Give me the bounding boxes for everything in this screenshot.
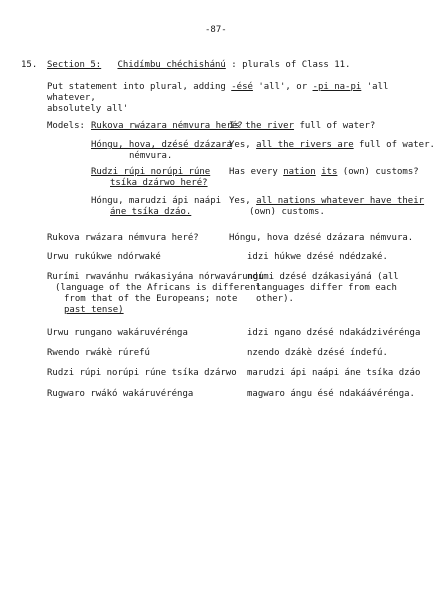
model-3-english xyxy=(229,167,419,178)
model-3-shona-line-2: tsíka dzárwo heré? xyxy=(110,178,208,188)
model-4-shona xyxy=(91,196,221,207)
model-3-shona xyxy=(91,167,210,178)
exercise-3-right-line-3: other). xyxy=(256,294,294,304)
model-1-shona-text: Rukova rwázara némvura heré? xyxy=(91,121,243,131)
exercise-5-left: Rwendo rwákè rúrefú xyxy=(47,348,150,358)
instruction-line-1 xyxy=(47,82,427,104)
instruction-pi: -pi na-pi xyxy=(312,82,362,92)
exercise-6-right: marudzi ápi naápi áne tsíka dzáo xyxy=(247,368,421,378)
model-1-english xyxy=(229,121,375,132)
exercise-3-right-line-1: ndími dzésé dzákasiyáná (all xyxy=(247,272,399,282)
model-4-shona-line-2: áne tsíka dzáo. xyxy=(110,207,192,217)
model-2-shona xyxy=(91,140,232,151)
model-2-english-prefix: Yes, xyxy=(229,140,257,150)
model-1-english-rest: full of water? xyxy=(294,121,376,131)
exercise-4-left: Urwu rungano wakáruvérénga xyxy=(47,328,188,338)
exercise-3-left-line-1: Rurími rwavánhu rwákasiyána nórwavárungu xyxy=(47,272,264,282)
model-4-english xyxy=(229,196,424,207)
exercise-3-left-line-2: (language of the Africans is different xyxy=(55,283,261,293)
section-heading xyxy=(47,60,350,71)
model-3-english-its: its xyxy=(321,167,338,177)
model-4-shona-line-1: Hóngu, marudzi ápi naápi xyxy=(91,196,222,206)
model-3-english-rest: (own) customs? xyxy=(337,167,419,177)
model-3-english-prefix: Has every xyxy=(229,167,284,177)
section-number: 15. xyxy=(21,60,38,70)
model-3-english-nation: nation xyxy=(283,167,316,177)
section-title: Chidímbu chéchishánú xyxy=(117,60,226,70)
exercise-3-left-line-3: from that of the Europeans; note xyxy=(64,294,238,304)
model-2-english-rest: full of water. xyxy=(353,140,435,150)
models-label: Models: xyxy=(47,121,85,131)
model-4-english-prefix: Yes, xyxy=(229,196,257,206)
model-2-english-underlined: all the rivers are xyxy=(256,140,354,150)
model-2-english xyxy=(229,140,435,151)
model-3-shona-2 xyxy=(110,178,208,189)
instruction-ese: -ésé xyxy=(231,82,253,92)
section-label: Section 5: xyxy=(47,60,102,70)
model-1-english-underlined: Is the river xyxy=(229,121,295,131)
instruction-text: Put statement into plural, adding xyxy=(47,82,232,92)
model-4-english-underlined: all nations whatever have their xyxy=(256,196,425,206)
model-4-shona-2 xyxy=(110,207,191,218)
page-number: -87- xyxy=(205,25,227,35)
instruction-line-2: absolutely all' xyxy=(47,104,129,114)
instruction-text: 'all', or xyxy=(252,82,313,92)
exercise-2-left: Urwu rukúkwe ndórwaké xyxy=(47,252,161,262)
exercise-7-right: magwaro ángu ésé ndakáávérénga. xyxy=(247,389,415,399)
exercise-2-right: idzi húkwe dzésé ndédzaké. xyxy=(247,252,388,262)
model-4-english-line-2: (own) customs. xyxy=(249,207,325,217)
exercise-3-past-tense: past tense) xyxy=(64,305,124,315)
exercise-4-right: idzi ngano dzésé ndakádzivérénga xyxy=(247,328,421,338)
model-2-shona-line-2: némvura. xyxy=(129,151,173,161)
instruction-paragraph xyxy=(47,82,427,115)
model-1-shona xyxy=(91,121,243,132)
model-2-shona-line-1: Hóngu, hova, dzésé dzázara xyxy=(91,140,232,150)
exercise-6-left: Rudzi rúpi norúpi rúne tsíka dzárwo xyxy=(47,368,237,378)
instruction-text: 'all whatever, xyxy=(47,82,389,103)
exercise-3-left-line-4 xyxy=(64,305,124,316)
section-subtitle: : plurals of Class 11. xyxy=(231,60,351,70)
model-3-shona-line-1: Rudzi rúpi norúpi rúne xyxy=(91,167,211,177)
exercise-1-right: Hóngu, hova dzésé dzázara némvura. xyxy=(229,233,414,243)
exercise-3-right-line-2: languages differ from each xyxy=(256,283,397,293)
exercise-1-left: Rukova rwázara némvura heré? xyxy=(47,233,199,243)
exercise-5-right: nzendo dzákè dzésé índefú. xyxy=(247,348,388,358)
exercise-7-left: Rugwaro rwákó wakáruvérénga xyxy=(47,389,194,399)
